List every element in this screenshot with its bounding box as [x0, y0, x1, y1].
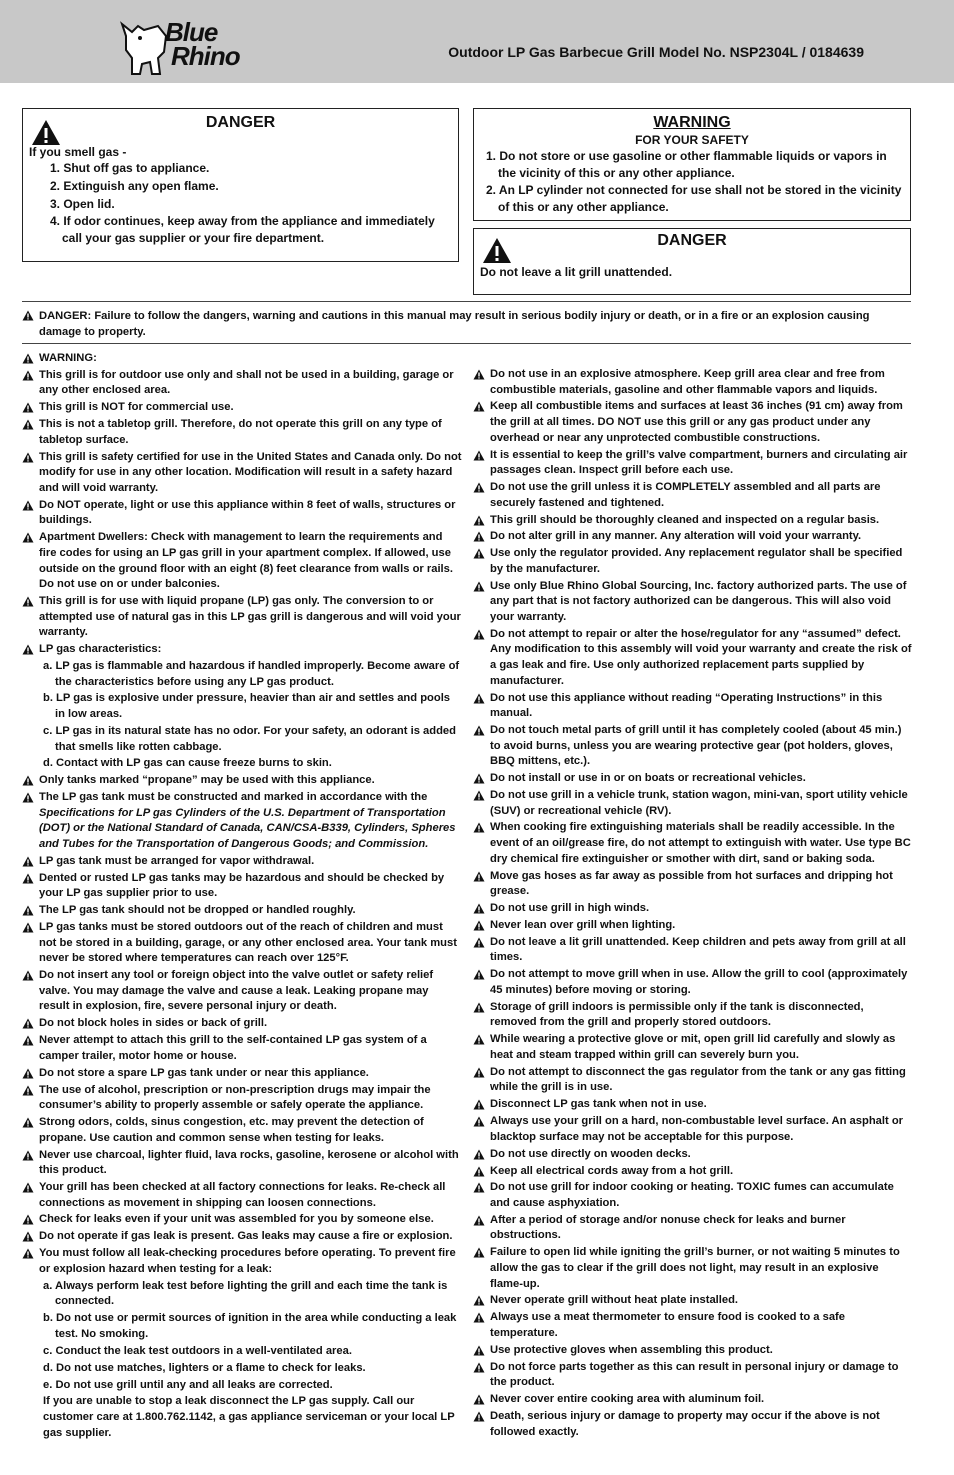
- warning-item: This grill is NOT for commercial use.: [22, 400, 462, 416]
- warning-item: Do not block holes in sides or back of grill.: [22, 1016, 462, 1032]
- warning-triangle-icon: [473, 1215, 485, 1226]
- warning-triangle-icon: [22, 922, 34, 933]
- warning-triangle-icon: [22, 856, 34, 867]
- warning-item: Check for leaks even if your unit was assembled for you by someone else.: [22, 1212, 462, 1228]
- danger-title: DANGER: [205, 114, 276, 131]
- warning-item: Do not store a spare LP gas tank under or near this appliance.: [22, 1066, 462, 1082]
- warning-triangle-icon: [473, 1002, 485, 1013]
- page-title: Outdoor LP Gas Barbecue Grill Model No. NSP2304L / 0184639: [448, 44, 864, 60]
- warning-triangle-icon: [473, 581, 485, 592]
- danger-box-gas-smell: [22, 108, 459, 262]
- warning-item: Your grill has been checked at all factory connections for leaks. Re-check all connections as movement in shipping can loosen connections.: [22, 1180, 462, 1211]
- warning-triangle-icon: [22, 1068, 34, 1079]
- blue-rhino-logo: [120, 16, 280, 80]
- warning-triangle-icon: [22, 905, 34, 916]
- warning-item: Never cover entire cooking area with aluminum foil.: [473, 1392, 913, 1408]
- danger-step: 3. Open lid.: [50, 196, 115, 211]
- warning-triangle-icon: [22, 500, 34, 511]
- warning-item: This is not a tabletop grill. Therefore, do not operate this grill on any type of tabletop surface.: [22, 417, 462, 448]
- rhino-icon: [120, 18, 170, 78]
- warning-triangle-icon: [473, 1247, 485, 1258]
- warning-item: This grill is for outdoor use only and shall not be used in a building, garage or any other enclosed area.: [22, 368, 462, 399]
- warning-item: Do not insert any tool or foreign object into the valve outlet or safety relief valve. You may damage the valve and cause a leak. Leaking propane may result in explosion, fire, severe personal injury or death.: [22, 968, 462, 1015]
- warning-triangle-icon: [22, 596, 34, 607]
- warning-triangle-icon: [22, 1018, 34, 1029]
- warning-triangle-icon: [473, 531, 485, 542]
- warning-triangle-icon: [473, 1312, 485, 1323]
- warning-subtitle: FOR YOUR SAFETY: [635, 132, 749, 147]
- warning-triangle-icon: [473, 629, 485, 640]
- warning-triangle-icon: [473, 1034, 485, 1045]
- warning-triangle-icon: [22, 1248, 34, 1259]
- warning-item: Never attempt to attach this grill to the self-contained LP gas system of a camper trailer, motor home or house.: [22, 1033, 462, 1064]
- danger-step: 2. Extinguish any open flame.: [50, 178, 219, 193]
- warning-triangle-icon: [473, 548, 485, 559]
- warning-triangle-icon: [473, 1411, 485, 1422]
- warning-triangle-icon: [473, 482, 485, 493]
- warning-item: Use only the regulator provided. Any replacement regulator shall be specified by the manufacturer.: [473, 546, 913, 577]
- warning-triangle-icon: [473, 1149, 485, 1160]
- warning-heading: WARNING:: [22, 351, 462, 367]
- warning-item: Always use your grill on a hard, non-combustable level surface. An asphalt or blacktop surface may not be acceptable for this purpose.: [473, 1114, 913, 1145]
- warning-triangle-icon: [473, 369, 485, 380]
- warning-item: Use protective gloves when assembling this product.: [473, 1343, 913, 1359]
- warning-item: This grill is for use with liquid propane (LP) gas only. The conversion to or attempted use of natural gas in this LP gas grill is dangerous and will void your warranty.: [22, 594, 462, 641]
- warning-item: Keep all combustible items and surfaces at least 36 inches (91 cm) away from the grill at all times. DO NOT use this grill or any gas product under any overhead or near any unprotected combustible constructions.: [473, 399, 913, 446]
- warning-triangle-icon: [473, 1116, 485, 1127]
- warning-triangle-icon: [473, 1362, 485, 1373]
- warning-item: Do not attempt to repair or alter the hose/regulator for any “assumed” defect. Any modification to this assembly will void your warranty and create the risk of a gas leak and fire. Use only authorized replacement parts supplied by manufacturer.: [473, 627, 913, 689]
- warning-triangle-icon: [473, 790, 485, 801]
- warning-item: When cooking fire extinguishing materials shall be readily accessible. In the event of an oil/grease fire, do not attempt to extinguish with water. Use type BC dry chemical fire extinguisher or smother with dirt, sand or baking soda.: [473, 820, 913, 867]
- danger-text: Do not leave a lit grill unattended.: [480, 264, 673, 279]
- warning-triangle-icon: [31, 119, 61, 146]
- warning-triangle-icon: [22, 1214, 34, 1225]
- leak-test-step: a. Always perform leak test before lighting the grill and each time the tank is connected.: [43, 1279, 448, 1308]
- warning-item: Do not use grill in high winds.: [473, 901, 913, 917]
- warning-item: 2. An LP cylinder not connected for use shall not be stored in the vicinity of this or any other appliance.: [486, 183, 902, 214]
- warning-item: Disconnect LP gas tank when not in use.: [473, 1097, 913, 1113]
- warning-item: LP gas characteristics:: [22, 642, 462, 658]
- warnings-left-column: [22, 351, 462, 1441]
- warning-item: Do not leave a lit grill unattended. Keep children and pets away from grill at all times.: [473, 935, 913, 966]
- leak-test-step: b. Do not use or permit sources of ignition in the area while conducting a leak test. No smoking.: [43, 1312, 457, 1340]
- warning-item: Do not attempt to move grill when in use. Allow the grill to cool (approximately 45 minutes) before moving or storing.: [473, 967, 913, 998]
- warning-triangle-icon: [22, 775, 34, 786]
- warning-triangle-icon: [22, 532, 34, 543]
- warning-item: Move gas hoses as far away as possible from hot surfaces and dripping hot grease.: [473, 869, 913, 900]
- warning-item: This grill is safety certified for use in the United States and Canada only. Do not modify for use in any other location. Modification will result in a safety hazard and will void warranty.: [22, 450, 462, 497]
- warning-box-safety: [473, 108, 911, 221]
- warning-triangle-icon: [22, 1231, 34, 1242]
- warning-triangle-icon: [473, 871, 485, 882]
- divider: [22, 301, 911, 302]
- warning-item: 1. Do not store or use gasoline or other flammable liquids or vapors in the vicinity of this or any other appliance.: [486, 149, 887, 180]
- danger-step: 4. If odor continues, keep away from the appliance and immediately call your gas supplier or your fire department.: [50, 214, 435, 245]
- divider: [22, 343, 911, 344]
- warning-item: The LP gas tank must be constructed and marked in accordance with the Specifications for LP gas Cylinders of the U.S. Department of Transportation (DOT) or the National Standard of Canada, CAN/CSA-B339, Cylinders, Spheres and Tubes for the Transportation of Dangerous Goods; and Commission.: [22, 790, 462, 852]
- warning-item: Failure to open lid while igniting the grill’s burner, or not waiting 5 minutes to allow the gas to clear if the grill does not light, may result in an explosive flame-up.: [473, 1245, 913, 1292]
- warning-item: It is essential to keep the grill’s valve compartment, burners and circulating air passages clean. Inspect grill before each use.: [473, 448, 913, 479]
- warning-triangle-icon: [22, 970, 34, 981]
- warning-triangle-icon: [473, 401, 485, 412]
- warning-triangle-icon: [473, 515, 485, 526]
- warning-triangle-icon: [473, 920, 485, 931]
- warning-item: Never lean over grill when lighting.: [473, 918, 913, 934]
- warning-item: The LP gas tank should not be dropped or handled roughly.: [22, 903, 462, 919]
- logo-wordmark: Blue Rhino: [165, 17, 240, 71]
- warning-item: Do NOT operate, light or use this appliance within 8 feet of walls, structures or buildings.: [22, 498, 462, 529]
- warning-item: Do not use this appliance without reading “Operating Instructions” in this manual.: [473, 691, 913, 722]
- warning-triangle-icon: [22, 419, 34, 430]
- warning-triangle-icon: [473, 1394, 485, 1405]
- warning-item: The use of alcohol, prescription or non-prescription drugs may impair the consumer’s ability to properly assemble or safely operate the appliance.: [22, 1083, 462, 1114]
- warning-item: LP gas tank must be arranged for vapor withdrawal.: [22, 854, 462, 870]
- warning-triangle-icon: [473, 1345, 485, 1356]
- warning-triangle-icon: [473, 1182, 485, 1193]
- danger-title: DANGER: [657, 232, 727, 249]
- warning-item: Use only Blue Rhino Global Sourcing, Inc. factory authorized parts. The use of any part that is not factory authorized can be dangerous. This will also void your warranty.: [473, 579, 913, 626]
- warning-item: Do not use directly on wooden decks.: [473, 1147, 913, 1163]
- warning-item: Keep all electrical cords away from a hot grill.: [473, 1164, 913, 1180]
- warning-item: While wearing a protective glove or mit, open grill lid carefully and slowly as heat and steam trapped within grill can severely burn you.: [473, 1032, 913, 1063]
- warning-item: Apartment Dwellers: Check with management to learn the requirements and fire codes for using an LP gas grill in your apartment complex. If allowed, use outside on the ground floor with an eight (8) feet clearance from walls or rails. Do not use on or under balconies.: [22, 530, 462, 592]
- warning-triangle-icon: [22, 1117, 34, 1128]
- warning-triangle-icon: [22, 1035, 34, 1046]
- warning-triangle-icon: [473, 1099, 485, 1110]
- warning-triangle-icon: [22, 1150, 34, 1161]
- warning-item: This grill should be thoroughly cleaned and inspected on a regular basis.: [473, 513, 913, 529]
- warning-triangle-icon: [482, 237, 512, 264]
- warning-item: Death, serious injury or damage to property may occur if the above is not followed exactly.: [473, 1409, 913, 1440]
- leak-test-step: e. Do not use grill until any and all leaks are corrected.: [43, 1378, 333, 1391]
- warning-item: Do not operate if gas leak is present. Gas leaks may cause a fire or explosion.: [22, 1229, 462, 1245]
- warning-triangle-icon: [22, 353, 34, 364]
- warning-triangle-icon: [22, 310, 34, 321]
- warning-item: Do not use grill for indoor cooking or heating. TOXIC fumes can accumulate and cause asphyxiation.: [473, 1180, 913, 1211]
- warning-triangle-icon: [473, 969, 485, 980]
- warning-triangle-icon: [473, 822, 485, 833]
- warning-triangle-icon: [22, 1182, 34, 1193]
- warning-item: Do not use in an explosive atmosphere. Keep grill area clear and free from combustible materials, gasoline and other flammable vapors and liquids.: [473, 367, 913, 398]
- page-header: [0, 0, 954, 83]
- danger-step: 1. Shut off gas to appliance.: [50, 161, 210, 175]
- danger-intro: If you smell gas -: [29, 144, 127, 159]
- warning-item: Never operate grill without heat plate installed.: [473, 1293, 913, 1309]
- warning-title: WARNING: [653, 114, 731, 131]
- warning-triangle-icon: [473, 1067, 485, 1078]
- lp-characteristic: a. LP gas is flammable and hazardous if handled improperly. Become aware of the characteristics before using any LP gas product.: [43, 659, 460, 688]
- warning-item: LP gas tanks must be stored outdoors out of the reach of children and must not be stored in a building, garage, or any other enclosed area. Your tank must never be stored where temperatures can reach over 125°F.: [22, 920, 462, 967]
- warning-item: Storage of grill indoors is permissible only if the tank is disconnected, removed from the grill and properly stored outdoors.: [473, 1000, 913, 1031]
- warning-item: Dented or rusted LP gas tanks may be hazardous and should be checked by your LP gas supplier prior to use.: [22, 871, 462, 902]
- warning-triangle-icon: [473, 773, 485, 784]
- warning-triangle-icon: [22, 792, 34, 803]
- tank-spec-citation: Specifications for LP gas Cylinders of the U.S. Department of Transportation (DOT) or the National Standard of Canada, CAN/CSA-B339, Cylinders, Spheres and Tubes for the Transportation of Dangerous Goods; and Commission.: [39, 806, 456, 850]
- warning-triangle-icon: [473, 1166, 485, 1177]
- warning-triangle-icon: [22, 873, 34, 884]
- leak-closing-note: If you are unable to stop a leak disconnect the LP gas supply. Call our customer care at 1.800.762.1142, a gas appliance serviceman or your local LP gas supplier.: [43, 1395, 455, 1439]
- warning-triangle-icon: [473, 903, 485, 914]
- warning-item: Do not alter grill in any manner. Any alteration will void your warranty.: [473, 529, 913, 545]
- lp-characteristic: d. Contact with LP gas can cause freeze burns to skin.: [43, 757, 332, 770]
- warning-triangle-icon: [473, 725, 485, 736]
- warning-triangle-icon: [473, 450, 485, 461]
- warning-item: Do not force parts together as this can result in personal injury or damage to the product.: [473, 1360, 913, 1391]
- warning-triangle-icon: [22, 370, 34, 381]
- warning-item: Do not attempt to disconnect the gas regulator from the tank or any gas fitting while the grill is in use.: [473, 1065, 913, 1096]
- warning-item: Do not use the grill unless it is COMPLETELY assembled and all parts are securely fastened and tightened.: [473, 480, 913, 511]
- warning-item: After a period of storage and/or nonuse check for leaks and burner obstructions.: [473, 1213, 913, 1244]
- danger-notice: DANGER: Failure to follow the dangers, warning and cautions in this manual may result in serious bodily injury or death, or in a fire or an explosion causing damage to property.: [22, 308, 911, 341]
- lp-characteristic: b. LP gas is explosive under pressure, heavier than air and settles and pools in low areas.: [43, 692, 451, 721]
- warning-triangle-icon: [473, 937, 485, 948]
- warning-item: Do not install or use in or on boats or recreational vehicles.: [473, 771, 913, 787]
- warning-triangle-icon: [22, 402, 34, 413]
- warning-item: You must follow all leak-checking procedures before operating. To prevent fire or explosion hazard when testing for a leak:: [22, 1246, 462, 1277]
- leak-test-step: c. Conduct the leak test outdoors in a well-ventilated area.: [43, 1344, 352, 1357]
- warning-item: Always use a meat thermometer to ensure food is cooked to a safe temperature.: [473, 1310, 913, 1341]
- warning-triangle-icon: [22, 644, 34, 655]
- warnings-right-column: [473, 367, 913, 1442]
- warning-triangle-icon: [22, 452, 34, 463]
- warning-item: Do not touch metal parts of grill until it has completely cooled (about 45 min.) to avoid burns, unless you are wearing protective gear (pot holders, gloves, BBQ mittens, etc.).: [473, 723, 913, 770]
- warning-item: Never use charcoal, lighter fluid, lava rocks, gasoline, kerosene or alcohol with this product.: [22, 1148, 462, 1179]
- danger-box-unattended: [473, 228, 911, 295]
- warning-item: Do not use grill in a vehicle trunk, station wagon, mini-van, sport utility vehicle (SUV) or recreational vehicle (RV).: [473, 788, 913, 819]
- lp-characteristic: c. LP gas in its natural state has no odor. For your safety, an odorant is added that smells like rotten cabbage.: [43, 724, 456, 753]
- warning-triangle-icon: [473, 693, 485, 704]
- warning-triangle-icon: [22, 1085, 34, 1096]
- leak-test-step: d. Do not use matches, lighters or a flame to check for leaks.: [43, 1361, 366, 1374]
- warning-item: Only tanks marked “propane” may be used with this appliance.: [22, 773, 462, 789]
- warning-triangle-icon: [473, 1295, 485, 1306]
- warning-item: Strong odors, colds, sinus congestion, etc. may prevent the detection of propane. Use caution and common sense when testing for leaks.: [22, 1115, 462, 1146]
